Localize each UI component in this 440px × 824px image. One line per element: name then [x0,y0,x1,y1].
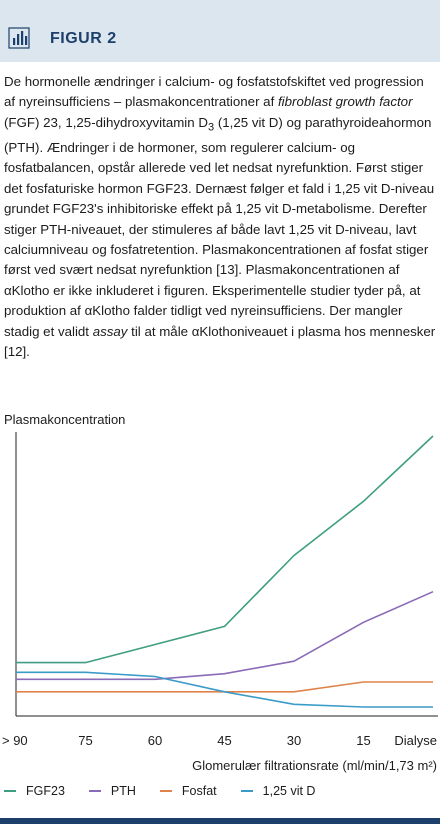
x-axis-label: Glomerulær filtrationsrate (ml/min/1,73 m²) [192,758,437,773]
chart-legend [4,782,339,800]
legend-swatch [160,790,172,792]
caption-subscript: 3 [207,121,215,134]
x-tick-label: 15 [356,733,371,748]
y-axis-label: Plasmakoncentration [4,412,126,427]
series-line-1-25-vit-d [16,672,433,707]
x-tick-label: Dialyse [394,733,437,748]
caption-part-2: fibroblast growth factor [277,94,413,110]
x-tick-label: 30 [286,733,302,748]
figure-title: FIGUR 2 [50,30,117,47]
legend-swatch [241,790,253,792]
series-line-fgf23 [16,436,433,663]
x-tick-label: 45 [217,733,232,748]
caption-part-5: assay [92,323,128,339]
x-tick-label: 75 [78,733,93,748]
legend-label: Fosfat [181,784,217,798]
legend-label: 1,25 vit D [262,784,316,798]
legend-item [89,784,136,798]
bottom-rule [0,818,440,824]
series-line-pth [16,592,433,680]
x-tick-label: 60 [147,733,163,748]
caption-part-6: til at måle αKlothoniveauet i plasma hos mennesker [12]. [4,323,436,359]
series-line-fosfat [16,682,433,692]
caption-part-3: (FGF) 23, 1,25-dihydroxyvitamin D [4,114,208,130]
legend-label: FGF23 [26,784,65,798]
legend-label: PTH [110,784,136,798]
legend-item [160,784,217,798]
caption-part-4: (1,25 vit D) og parathyroideahormon (PTH). Ændringer i de hormoner, som regulerer calcium- og fosfatbalancen, opstår allerede ved let nedsat nyrefunktion. Først stiger det fosfaturiske hormon FGF23. Dernæst følger et fald i 1,25 vit D-niveau grundet FGF23's inhibitoriske effekt på 1,25 vit D-metabolisme. Derefter stiger PTH-niveauet, der stimuleres af både lavt 1,25 vit D-niveau, lavt calciumniveau og fosfatretention. Plasmakoncentrationen af fosfat stiger først ved svært nedsat nyrefunktion [13]. Plasmakoncentrationen af αKlotho er ikke inkluderet i figuren. Eksperimentelle studier tyder på, at produktion af αKlotho falder tidligt ved nyreinsufficiens. Der mangler stadig et validt [4,114,435,339]
legend-swatch [4,790,16,792]
legend-item [241,784,316,798]
legend-item [4,784,65,798]
x-tick-label: > 90 [2,733,28,748]
caption-part-1: De hormonelle ændringer i calcium- og fosfatstofskiftet ved progression af nyreinsufficiens – plasmakoncentrationer af [4,74,424,110]
legend-swatch [89,790,101,792]
